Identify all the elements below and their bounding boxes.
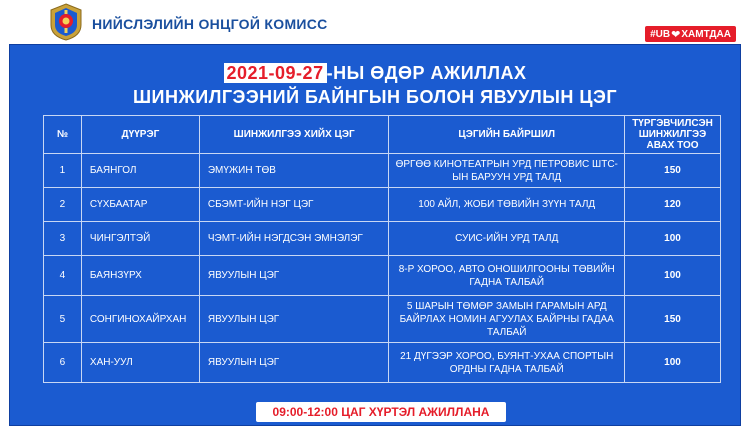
row-capacity: 100 (625, 256, 721, 296)
heart-icon: ❤ (671, 28, 681, 41)
table-header-row (44, 116, 721, 154)
hashtag-badge (645, 26, 736, 42)
row-num: 4 (44, 256, 82, 296)
schedule-table (43, 115, 721, 383)
title-line-1-rest: -НЫ ӨДӨР АЖИЛЛАХ (326, 63, 527, 83)
state-emblem-icon (48, 3, 84, 41)
row-district: ЧИНГЭЛТЭЙ (81, 222, 199, 256)
table-row (44, 256, 721, 296)
row-capacity: 120 (625, 188, 721, 222)
row-type: ЯВУУЛЫН ЦЭГ (199, 296, 389, 343)
row-district: ХАН-УУЛ (81, 343, 199, 383)
row-location: 5 ШАРЫН ТӨМӨР ЗАМЫН ГАРАМЫН АРД БАЙРЛАХ НОМИН АГУУЛАХ БАЙРНЫ ГАДАА ТАЛБАЙ (389, 296, 625, 343)
table-row (44, 296, 721, 343)
schedule-panel (9, 44, 741, 426)
row-location: 21 ДҮГЭЭР ХОРОО, БУЯНТ-УХАА СПОРТЫН ОРДНЫ ГАДНА ТАЛБАЙ (389, 343, 625, 383)
hashtag-prefix: #UB (650, 28, 671, 40)
row-type: ЭМҮЖИН ТӨВ (199, 154, 389, 188)
row-district: БАЯНГОЛ (81, 154, 199, 188)
row-type: ЯВУУЛЫН ЦЭГ (199, 256, 389, 296)
title-line-2: ШИНЖИЛГЭЭНИЙ БАЙНГЫН БОЛОН ЯВУУЛЫН ЦЭГ (132, 87, 618, 107)
row-district: СҮХБААТАР (81, 188, 199, 222)
row-district: СОНГИНОХАЙРХАН (81, 296, 199, 343)
table-row (44, 343, 721, 383)
header (0, 0, 750, 40)
row-num: 5 (44, 296, 82, 343)
row-location: 8-Р ХОРОО, АВТО ОНОШИЛГООНЫ ТӨВИЙН ГАДНА ТАЛБАЙ (389, 256, 625, 296)
row-num: 2 (44, 188, 82, 222)
row-capacity: 150 (625, 154, 721, 188)
header-type: ШИНЖИЛГЭЭ ХИЙХ ЦЭГ (199, 116, 389, 154)
row-location: СУИС-ИЙН УРД ТАЛД (389, 222, 625, 256)
title-line-1 (10, 63, 740, 84)
header-capacity: ТҮРГЭВЧИЛСЭН ШИНЖИЛГЭЭ АВАХ ТОО (625, 116, 721, 154)
table-row (44, 222, 721, 256)
title-date: 2021-09-27 (224, 63, 327, 83)
header-district: ДҮҮРЭГ (81, 116, 199, 154)
row-capacity: 150 (625, 296, 721, 343)
row-location: ӨРГӨӨ КИНОТЕАТРЫН УРД ПЕТРОВИС ШТС-ЫН БАРУУН УРД ТАЛД (389, 154, 625, 188)
row-num: 3 (44, 222, 82, 256)
working-hours-note: 09:00-12:00 ЦАГ ХҮРТЭЛ АЖИЛЛАНА (256, 402, 506, 422)
org-name: НИЙСЛЭЛИЙН ОНЦГОЙ КОМИСС (92, 16, 328, 32)
row-location: 100 АЙЛ, ЖОБИ ТӨВИЙН ЗҮҮН ТАЛД (389, 188, 625, 222)
table-row (44, 188, 721, 222)
row-type: ЧЭМТ-ИЙН НЭГДСЭН ЭМНЭЛЭГ (199, 222, 389, 256)
hashtag-suffix: ХАМТДАА (681, 28, 731, 40)
row-num: 1 (44, 154, 82, 188)
header-location: ЦЭГИЙН БАЙРШИЛ (389, 116, 625, 154)
row-district: БАЯНЗҮРХ (81, 256, 199, 296)
row-capacity: 100 (625, 222, 721, 256)
table-row (44, 154, 721, 188)
header-num: № (44, 116, 82, 154)
row-type: СБЭМТ-ИЙН НЭГ ЦЭГ (199, 188, 389, 222)
row-type: ЯВУУЛЫН ЦЭГ (199, 343, 389, 383)
row-capacity: 100 (625, 343, 721, 383)
row-num: 6 (44, 343, 82, 383)
